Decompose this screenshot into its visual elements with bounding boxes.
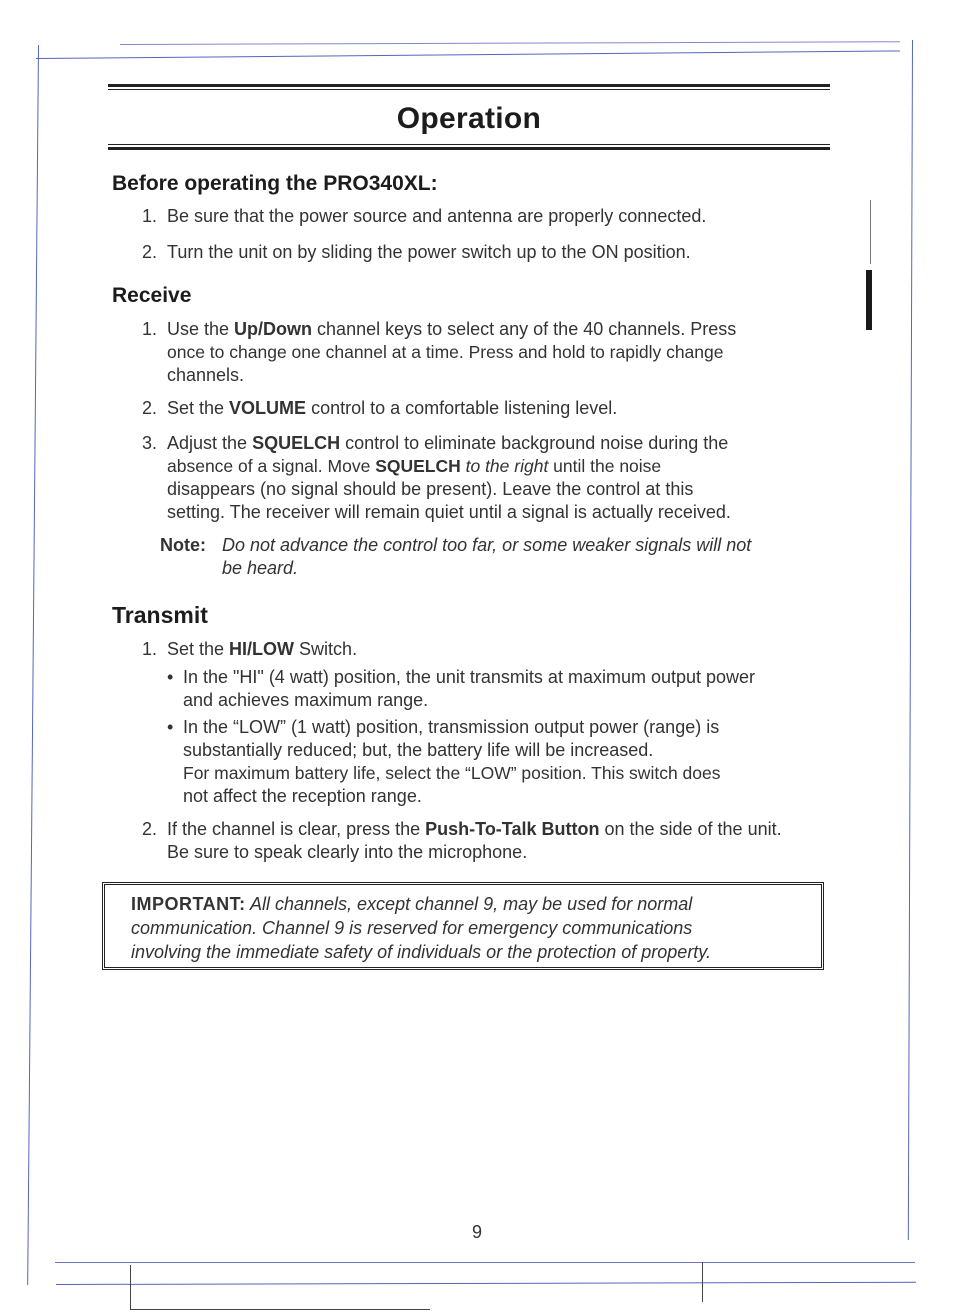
item-number: 1. [141,206,157,226]
item-text [167,638,832,808]
important-label: IMPORTANT: [131,894,246,914]
transmit-heading: Transmit [112,602,208,628]
title-rule-top-thin [108,89,830,90]
side-thumb-mark [866,270,872,330]
scan-border-right [908,40,913,1240]
scan-border-top [36,50,900,59]
scan-tick-left [130,1265,131,1310]
text-run: If the channel is clear, press the [167,819,426,839]
item-number: 2. [141,819,157,839]
content [112,172,832,864]
key-name: Up/Down [234,319,313,339]
bullet-icon: • [167,667,174,687]
list-item [112,638,832,808]
text-run: once to change one channel at a time. Press and hold to rapidly change [167,342,724,362]
important-text: communication. Channel 9 is reserved for emergency communications [131,918,693,938]
before-heading-prefix: Before operating the [112,172,324,195]
item-text [167,318,832,387]
text-run: until the noise [548,456,662,476]
scan-border-bottom [55,1262,915,1263]
item-text [167,432,832,524]
item-number: 2. [141,242,157,262]
text-run: In the “LOW” (1 watt) position, transmission output power (range) is [183,717,720,737]
note-text [222,534,751,580]
item-number: 3. [141,433,157,453]
important-text: All channels, except channel 9, may be used for normal [245,894,693,914]
key-name: SQUELCH [375,456,461,476]
list-item [112,818,832,864]
text-run: Set the [167,398,230,418]
before-heading-model: PRO340XL: [323,172,438,195]
scan-border-top-secondary [120,41,900,45]
bullet-item [167,716,832,808]
bullet-text [183,666,755,712]
side-thin-mark [870,200,871,264]
scan-tick-right [702,1262,703,1302]
text-run: control to eliminate background noise during the [340,433,729,453]
title-rule-top [108,84,830,87]
title-block [108,84,830,150]
text-run: and achieves maximum range. [183,690,429,710]
text-run: Do not advance the control too far, or some weaker signals will not [222,535,752,555]
item-text [167,818,832,864]
list-item [112,432,832,524]
item-text: Be sure that the power source and antenna are properly connected. [167,206,707,226]
text-run: In the "HI" (4 watt) position, the unit transmits at maximum output power [183,667,756,687]
key-name: HI/LOW [229,639,295,659]
text-run: control to a comfortable listening level. [306,398,618,418]
scan-border-bottom-stub [130,1309,430,1310]
text-run: Switch. [294,639,358,659]
bullet-text [183,716,721,808]
text-run: not affect the reception range. [183,786,422,806]
text-run: Adjust the [167,433,253,453]
key-name: SQUELCH [252,433,341,453]
important-box [102,882,824,970]
before-heading [112,172,832,196]
list-item [112,318,832,387]
italic-run: to the right [460,456,549,476]
bullet-item [167,666,832,712]
important-text: involving the immediate safety of individuals or the protection of property. [131,942,711,962]
text-run: Set the [167,639,230,659]
transmit-list [112,638,832,864]
key-name: Push-To-Talk Button [425,819,600,839]
text-run: substantially reduced; but, the battery life will be increased. [183,740,654,760]
receive-heading: Receive [112,284,192,307]
text-run: For maximum battery life, select the “LOW” position. This switch does [183,763,721,783]
note [160,534,832,580]
title-rule-bottom [108,147,830,150]
text-run: Be sure to speak clearly into the microphone. [167,842,528,862]
list-item [112,397,832,420]
page-number: 9 [471,1222,482,1242]
item-number: 1. [141,319,157,339]
scan-border-bottom-secondary [56,1282,916,1285]
item-number: 2. [141,398,157,418]
text-run: on the side of the unit. [599,819,782,839]
item-text: Turn the unit on by sliding the power switch up to the ON position. [167,242,691,262]
list-item [112,205,832,228]
item-text [167,397,832,420]
text-run: channels. [167,365,245,385]
item-number: 1. [141,639,157,659]
text-run: setting. The receiver will remain quiet until a signal is actually received. [167,502,731,522]
bullet-icon: • [167,717,174,737]
note-label: Note: [160,535,206,555]
text-run: be heard. [222,558,299,578]
key-name: VOLUME [229,398,307,418]
page-title: Operation [396,102,542,135]
text-run: disappears (no signal should be present). Leave the control at this [167,479,694,499]
scan-border-left [27,45,39,1285]
before-list [112,205,832,264]
list-item [112,241,832,264]
text-run: absence of a signal. Move [167,456,376,476]
text-run: Use the [167,319,235,339]
text-run: channel keys to select any of the 40 channels. Press [312,319,737,339]
title-rule-bottom-thin [108,144,830,145]
receive-list [112,318,832,524]
